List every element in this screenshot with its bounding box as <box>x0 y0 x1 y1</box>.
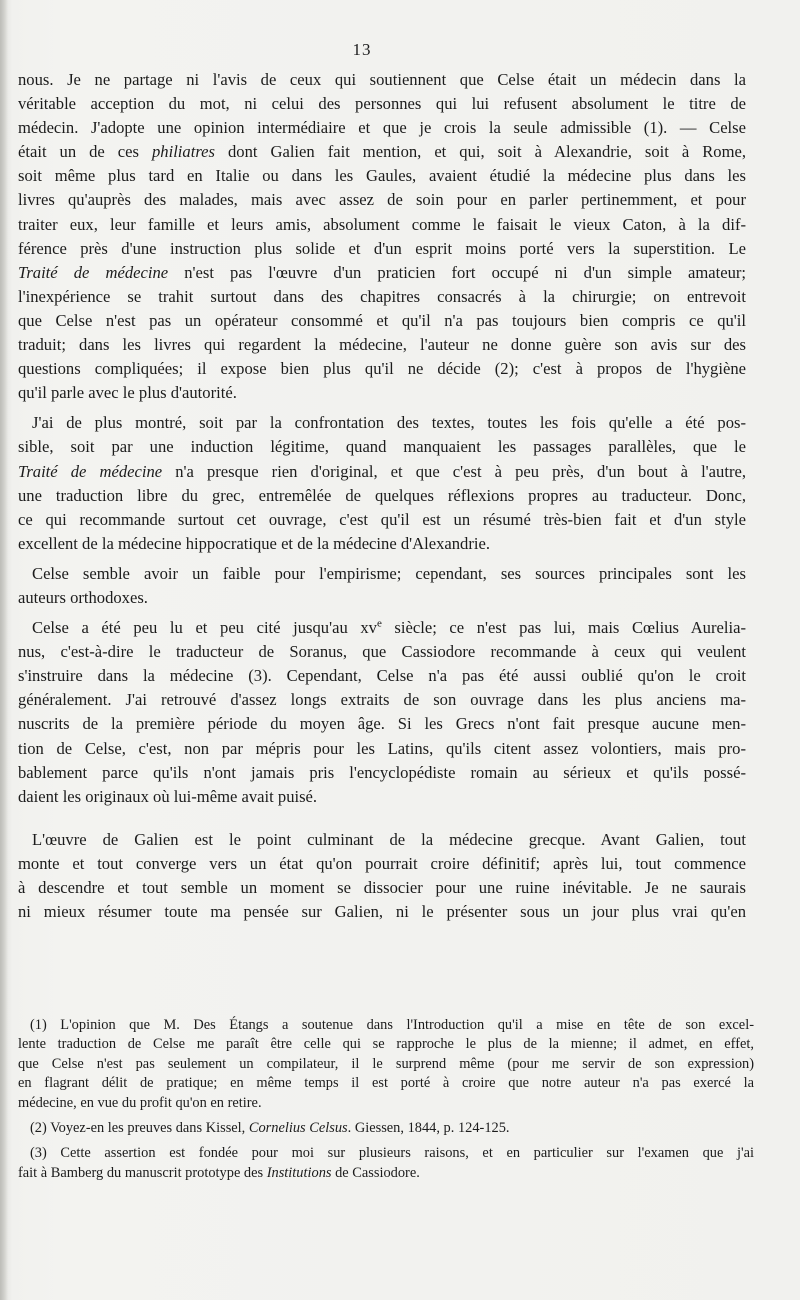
text-line <box>18 411 746 435</box>
text-line <box>18 285 746 309</box>
text-line <box>18 261 746 285</box>
text-run: L'œuvre de Galien est le point culminant de la médecine grecque. Avant Galien, tout <box>32 829 746 849</box>
text-run: monte et tout converge vers un état qu'on pourrait croire définitif; après lui, tout commence <box>18 853 746 873</box>
text-line <box>18 333 746 357</box>
text-run: livres qu'auprès des malades, mais avec assez de soin pour en parler pertinemment, et pour <box>18 190 746 210</box>
text-run: était un de ces <box>18 142 152 162</box>
footnote-line <box>18 1016 754 1035</box>
text-line <box>18 213 746 237</box>
text-run: siècle; ce n'est pas lui, mais Cœlius Aurelia- <box>381 618 746 638</box>
text-run: médecin. J'adopte une opinion intermédiaire et que je crois la seule admissible (1). — Celse <box>18 118 746 138</box>
footnote-line <box>18 1094 754 1113</box>
text-line <box>18 532 746 556</box>
text-line <box>18 460 746 484</box>
text-line <box>18 188 746 212</box>
text-line <box>18 664 746 688</box>
text-run: s'instruire dans la médecine (3). Cependant, Celse n'a pas été aussi oublié qu'on le croit <box>18 666 746 686</box>
text-line <box>18 852 746 876</box>
text-run: n'est pas l'œuvre d'un praticien fort occupé ni d'un simple amateur; <box>168 262 747 282</box>
text-run: généralement. J'ai retrouvé d'assez longs extraits de son ouvrage dans les plus anciens ma- <box>18 690 746 710</box>
text-run: en flagrant délit de pratique; en même temps il est porté à croire que notre auteur n'a pas exercé la <box>18 1075 754 1092</box>
text-run: fait à Bamberg du manuscrit prototype des <box>18 1164 267 1181</box>
text-run: (3) Cette assertion est fondée pour moi sur plusieurs raisons, et en particulier sur l'examen que j'ai <box>30 1145 754 1162</box>
text-line <box>18 92 746 116</box>
text-line <box>18 164 746 188</box>
body-text <box>18 68 746 924</box>
text-line <box>18 688 746 712</box>
text-line <box>18 562 746 586</box>
text-run: daient les originaux où lui-même avait puisé. <box>18 786 318 806</box>
text-run: J'ai de plus montré, soit par la confrontation des textes, toutes les fois qu'elle a été pos- <box>32 413 746 433</box>
text-run: Celse a été peu lu et peu cité jusqu'au xv <box>32 618 377 638</box>
text-run: que Celse n'est pas seulement un compilateur, il le surprend même (pour me servir de son expression) <box>18 1055 754 1072</box>
text-run: de Cassiodore. <box>331 1164 420 1181</box>
footnote-line <box>18 1074 754 1093</box>
italic-title: philiatres <box>151 142 215 162</box>
text-run: traiter eux, leur famille et leurs amis, absolument comme le faisait le vieux Caton, à la dif- <box>18 214 746 234</box>
italic-title: Institutions <box>266 1164 332 1181</box>
text-line <box>18 237 746 261</box>
text-run: nus, c'est-à-dire le traducteur de Soranus, que Cassiodore recommande à ceux qui veulent <box>18 642 746 662</box>
text-run: véritable acception du mot, ni celui des personnes qui lui refusent absolument le titre de <box>18 94 746 114</box>
text-run: n'a presque rien d'original, et que c'est à peu près, d'un bout à l'autre, <box>162 461 746 481</box>
text-line <box>18 828 746 852</box>
italic-title: Traité de médecine <box>18 461 163 481</box>
text-line <box>18 785 746 809</box>
text-run: traduit; dans les livres qui regardent la médecine, l'auteur ne donne guère son avis sur des <box>18 335 746 355</box>
text-line <box>18 435 746 459</box>
text-run: ni mieux résumer toute ma pensée sur Galien, ni le présenter sous un jour plus vrai qu'en <box>18 902 746 922</box>
text-run: lente traduction de Celse me paraît être celle qui se rapproche le plus de la mienne; il admet, en effet, <box>18 1036 754 1053</box>
text-line <box>18 309 746 333</box>
page-number: 13 <box>352 40 372 59</box>
text-line <box>18 640 746 664</box>
text-line <box>18 616 746 640</box>
text-run: soit même plus tard en Italie ou dans les Gaules, avaient étudié la médecine plus dans les <box>18 166 746 186</box>
text-line <box>18 68 746 92</box>
text-line <box>18 900 746 924</box>
text-run: Celse semble avoir un faible pour l'empirisme; cependant, ses sources principales sont les <box>32 563 746 583</box>
text-line <box>18 116 746 140</box>
footnotes <box>18 1016 754 1183</box>
text-run: qu'il parle avec le plus d'autorité. <box>18 383 237 403</box>
text-run: bablement parce qu'ils n'ont jamais pris l'encyclopédiste romain au sérieux et qu'ils possé- <box>18 762 746 782</box>
text-run: ce qui recommande surtout cet ouvrage, c'est qu'il est un résumé très-bien fait et d'un style <box>18 509 746 529</box>
text-line <box>18 737 746 761</box>
paragraph-gap <box>18 809 746 828</box>
text-run: férence près d'une instruction plus solide et d'un esprit moins porté vers la superstition. Le <box>18 238 746 258</box>
italic-title: Traité de médecine <box>18 262 169 282</box>
text-run: nuscrits de la première période du moyen âge. Si les Grecs n'ont fait presque aucune men- <box>18 714 746 734</box>
text-run: à descendre et tout semble un moment se dissocier pour une ruine inévitable. Je ne saurais <box>18 878 746 897</box>
footnote-line <box>18 1144 754 1163</box>
footnote-line <box>18 1164 754 1183</box>
italic-title: Cornelius Celsus <box>248 1120 348 1137</box>
text-line <box>18 586 746 610</box>
text-run: sible, soit par une induction légitime, quand manquaient les passages parallèles, que le <box>18 437 746 457</box>
binding-shadow <box>0 0 8 1300</box>
footnote-line <box>18 1119 754 1138</box>
text-run: excellent de la médecine hippocratique et de la médecine d'Alexandrie. <box>18 533 490 553</box>
text-run: auteurs orthodoxes. <box>18 587 148 607</box>
text-line <box>18 484 746 508</box>
text-run: une traduction libre du grec, entremêlée de quelques réflexions propres au traducteur. Donc, <box>18 485 746 505</box>
superscript: e <box>376 617 382 630</box>
text-run: questions compliquées; il expose bien plus qu'il ne décide (2); c'est à propos de l'hygiène <box>18 359 746 379</box>
text-run: . Giessen, 1844, p. 124-125. <box>347 1120 510 1137</box>
text-line <box>18 876 746 900</box>
footnote-line <box>18 1055 754 1074</box>
text-run: que Celse n'est pas un opérateur consommé et qu'il n'a pas toujours bien compris ce qu'il <box>18 310 746 330</box>
text-run: tion de Celse, c'est, non par mépris pour les Latins, qu'ils citent assez volontiers, mais pro- <box>18 738 746 758</box>
text-run: (1) L'opinion que M. Des Étangs a soutenue dans l'Introduction qu'il a mise en tête de son excel- <box>30 1017 754 1033</box>
text-line <box>18 140 746 164</box>
text-line <box>18 508 746 532</box>
text-line <box>18 712 746 736</box>
text-run: nous. Je ne partage ni l'avis de ceux qui soutiennent que Celse était un médecin dans la <box>18 70 746 89</box>
text-run: dont Galien fait mention, et qui, soit à Alexandrie, soit à Rome, <box>214 142 746 162</box>
text-run: (2) Voyez-en les preuves dans Kissel, <box>30 1120 249 1137</box>
text-run: l'inexpérience se trahit surtout dans des chapitres consacrés à la chirurgie; on entrevoit <box>18 286 746 306</box>
text-line <box>18 357 746 381</box>
text-line <box>18 761 746 785</box>
text-line <box>18 381 746 405</box>
footnote-line <box>18 1035 754 1054</box>
text-run: médecine, en vue du profit qu'on en retire. <box>18 1094 262 1111</box>
